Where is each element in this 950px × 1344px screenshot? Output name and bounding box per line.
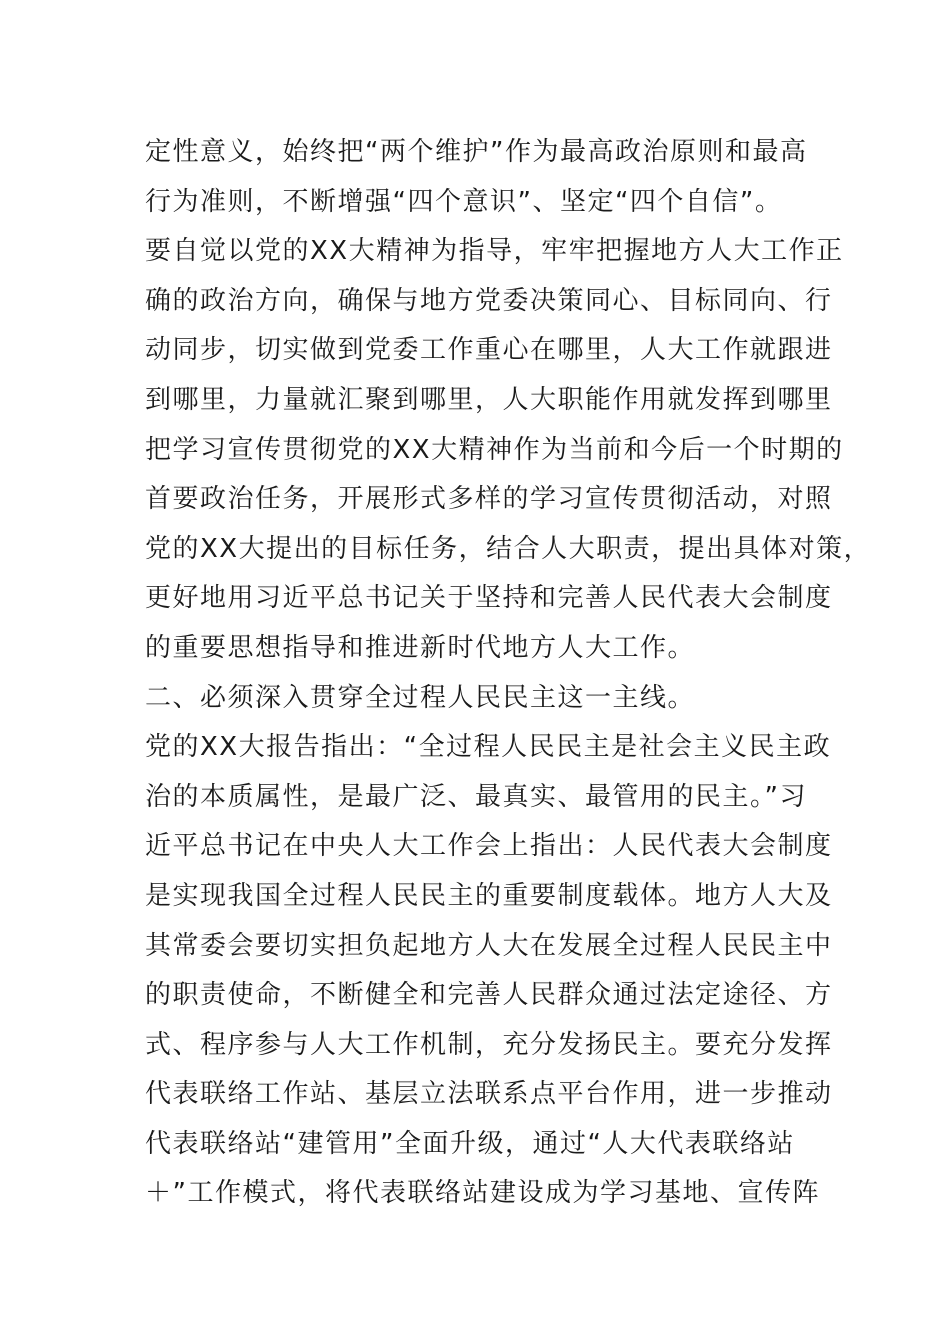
text-line: 是实现我国全过程人民民主的重要制度载体。地方人大及 [145, 880, 833, 911]
text-line: 把学习宣传贯彻党的XX大精神作为当前和今后一个时期的 [145, 434, 844, 465]
text-line: 代表联络工作站、基层立法联系点平台作用，进一步推动 [145, 1079, 833, 1110]
text-line: 首要政治任务，开展形式多样的学习宣传贯彻活动，对照 [145, 484, 833, 515]
text-line: 要自觉以党的XX大精神为指导，牢牢把握地方人大工作正 [145, 236, 844, 267]
text-line: 到哪里，力量就汇聚到哪里，人大职能作用就发挥到哪里 [145, 384, 833, 415]
section-heading: 二、必须深入贯穿全过程人民民主这一主线。 [145, 682, 696, 713]
text-line: 代表联络站“建管用”全面升级，通过“人大代表联络站 [145, 1128, 795, 1159]
text-line: 更好地用习近平总书记关于坚持和完善人民代表大会制度 [145, 583, 833, 614]
text-line: ＋”工作模式，将代表联络站建设成为学习基地、宣传阵 [145, 1178, 820, 1209]
text-line: 其常委会要切实担负起地方人大在发展全过程人民民主中 [145, 930, 833, 961]
text-line: 党的XX大提出的目标任务，结合人大职责，提出具体对策， [145, 533, 872, 564]
body-text [145, 128, 872, 1219]
text-line: 治的本质属性，是最广泛、最真实、最管用的民主。”习 [145, 781, 807, 812]
text-line: 的职责使命，不断健全和完善人民群众通过法定途径、方 [145, 980, 833, 1011]
text-line: 式、程序参与人大工作机制，充分发扬民主。要充分发挥 [145, 1029, 833, 1060]
text-line: 动同步，切实做到党委工作重心在哪里，人大工作就跟进 [145, 335, 833, 366]
text-line: 的重要思想指导和推进新时代地方人大工作。 [145, 632, 696, 663]
text-line: 行为准则，不断增强“四个意识”、坚定“四个自信”。 [145, 186, 783, 217]
text-line: 确的政治方向，确保与地方党委决策同心、目标同向、行 [145, 285, 833, 316]
text-line: 党的XX大报告指出：“全过程人民民主是社会主义民主政 [145, 732, 832, 763]
text-line: 近平总书记在中央人大工作会上指出：人民代表大会制度 [145, 831, 833, 862]
text-line: 定性意义，始终把“两个维护”作为最高政治原则和最高 [145, 137, 808, 167]
